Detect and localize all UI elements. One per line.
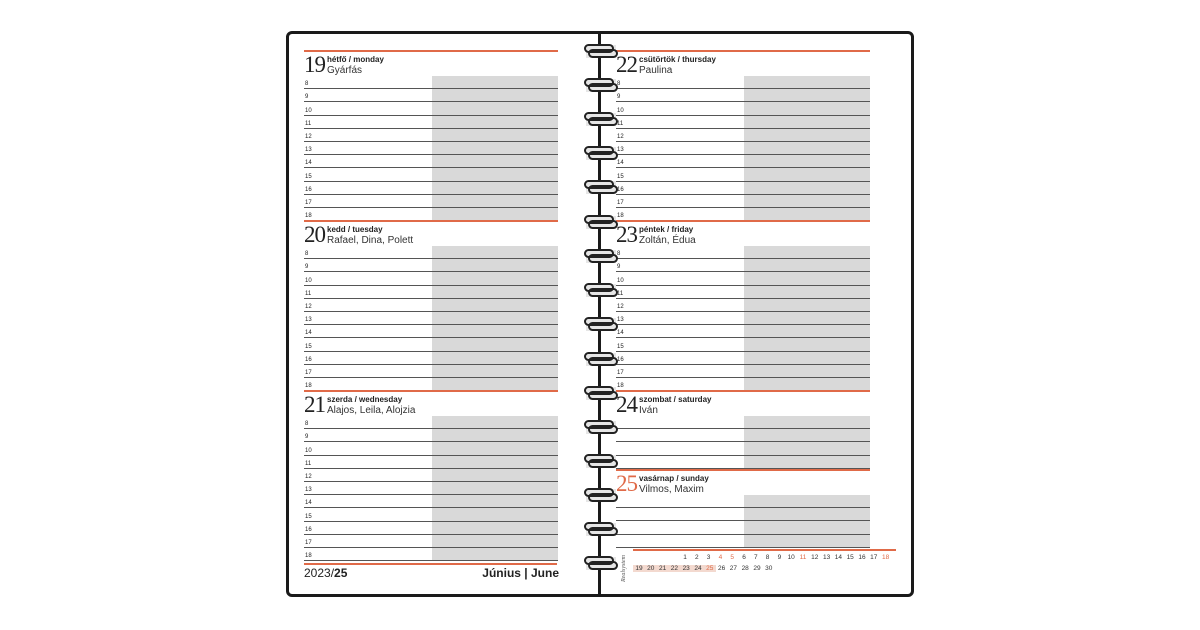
hour-line bbox=[304, 494, 558, 495]
hour-line bbox=[616, 351, 870, 352]
hour-label: 11 bbox=[617, 290, 624, 297]
hour-line bbox=[616, 141, 870, 142]
hour-label: 14 bbox=[305, 330, 312, 337]
hour-line bbox=[616, 364, 870, 365]
calendar-date: 21 bbox=[657, 565, 669, 572]
calendar-date: 24 bbox=[692, 565, 704, 572]
hour-label: 11 bbox=[305, 290, 312, 297]
calendar-date: 12 bbox=[811, 554, 819, 561]
hour-label: 10 bbox=[305, 107, 312, 114]
day-divider bbox=[616, 220, 870, 222]
hour-label: 15 bbox=[305, 513, 312, 520]
hour-line bbox=[304, 364, 558, 365]
name-day-names: Zoltán, Édua bbox=[639, 235, 696, 246]
hour-label: 16 bbox=[617, 186, 624, 193]
footer-month: Június | June bbox=[482, 566, 559, 580]
calendar-date: 23 bbox=[680, 565, 692, 572]
calendar-date: 11 bbox=[799, 554, 807, 561]
calendar-date: 22 bbox=[668, 565, 680, 572]
calendar-date: 16 bbox=[858, 554, 866, 561]
hour-line bbox=[616, 428, 870, 429]
hour-label: 15 bbox=[617, 173, 624, 180]
left-page bbox=[286, 31, 602, 597]
binding-ring bbox=[582, 521, 620, 539]
hour-line bbox=[304, 271, 558, 272]
binding-ring bbox=[582, 111, 620, 129]
notes-shaded-column bbox=[432, 246, 558, 391]
calendar-date: 20 bbox=[645, 565, 657, 572]
name-day-names: Gyárfás bbox=[327, 65, 363, 76]
calendar-date: 18 bbox=[881, 554, 890, 561]
hour-label: 14 bbox=[305, 160, 312, 167]
name-day-names: Paulina bbox=[639, 65, 673, 76]
hour-line bbox=[616, 534, 870, 535]
binding-ring bbox=[582, 453, 620, 471]
hour-label: 17 bbox=[305, 370, 312, 376]
hour-label: 9 bbox=[305, 94, 309, 101]
calendar-date: 4 bbox=[718, 554, 723, 561]
hour-label: 13 bbox=[305, 487, 312, 494]
footer-year-week bbox=[304, 566, 347, 580]
hour-line bbox=[616, 547, 870, 548]
hour-line bbox=[304, 154, 558, 155]
calendar-date: 29 bbox=[753, 565, 761, 572]
ring-wire bbox=[588, 49, 618, 58]
hour-line bbox=[304, 428, 558, 429]
ring-wire bbox=[588, 459, 618, 468]
hour-label: 13 bbox=[305, 147, 312, 154]
hour-line bbox=[616, 181, 870, 182]
hour-label: 10 bbox=[617, 107, 624, 114]
hour-line bbox=[616, 258, 870, 259]
binding-ring bbox=[582, 145, 620, 163]
hour-line bbox=[304, 455, 558, 456]
hour-label: 12 bbox=[305, 474, 312, 480]
calendar-date: 15 bbox=[846, 554, 854, 561]
day-block bbox=[304, 220, 558, 391]
day-block bbox=[616, 469, 870, 548]
hour-line bbox=[304, 298, 558, 299]
hour-line bbox=[304, 441, 558, 442]
hour-label: 18 bbox=[305, 383, 312, 390]
notes-shaded-column bbox=[432, 76, 558, 221]
hour-line bbox=[616, 377, 870, 378]
hour-line bbox=[304, 324, 558, 325]
calendar-date: 2 bbox=[694, 554, 699, 561]
hour-label: 8 bbox=[617, 251, 621, 258]
calendar-divider bbox=[633, 549, 896, 551]
hour-line bbox=[304, 337, 558, 338]
right-page bbox=[598, 31, 914, 597]
hour-label: 13 bbox=[617, 317, 624, 324]
hour-label: 9 bbox=[305, 434, 309, 441]
calendar-date: 27 bbox=[729, 565, 737, 572]
binding-ring bbox=[582, 282, 620, 300]
hour-label: 10 bbox=[305, 447, 312, 454]
hour-line bbox=[616, 271, 870, 272]
day-block bbox=[304, 390, 558, 561]
notes-shaded-column bbox=[744, 246, 870, 391]
calendar-date: 5 bbox=[730, 554, 734, 561]
ring-wire bbox=[588, 357, 618, 366]
hour-line bbox=[616, 455, 870, 456]
day-divider bbox=[304, 50, 558, 52]
binding-ring bbox=[582, 179, 620, 197]
hour-line bbox=[304, 285, 558, 286]
day-number: 20 bbox=[304, 222, 325, 247]
day-name: vasárnap / sunday bbox=[639, 474, 709, 483]
binding-ring bbox=[582, 555, 620, 573]
day-name: szombat / saturday bbox=[639, 395, 712, 404]
day-number: 25 bbox=[616, 471, 637, 496]
ring-wire bbox=[588, 254, 618, 263]
binding-ring bbox=[582, 487, 620, 505]
notes-shaded-column bbox=[744, 416, 870, 469]
hour-line bbox=[616, 507, 870, 508]
day-divider bbox=[304, 220, 558, 222]
footer-week-number: 25 bbox=[334, 566, 348, 580]
hour-label: 9 bbox=[617, 264, 621, 271]
hour-label: 12 bbox=[305, 304, 312, 310]
hour-line bbox=[616, 128, 870, 129]
binding-ring bbox=[582, 385, 620, 403]
day-number: 21 bbox=[304, 392, 325, 417]
hour-line bbox=[304, 521, 558, 522]
calendar-date: 7 bbox=[753, 554, 758, 561]
hour-line bbox=[304, 141, 558, 142]
notes-shaded-column bbox=[432, 416, 558, 561]
hour-line bbox=[304, 468, 558, 469]
notes-shaded-column bbox=[744, 495, 870, 548]
day-block bbox=[616, 220, 870, 391]
hour-line bbox=[616, 194, 870, 195]
hour-line bbox=[616, 520, 870, 521]
hour-line bbox=[304, 311, 558, 312]
calendar-date: 14 bbox=[834, 554, 842, 561]
hour-line bbox=[616, 167, 870, 168]
hour-label: 10 bbox=[617, 277, 624, 284]
ring-wire bbox=[588, 151, 618, 160]
ring-wire bbox=[588, 561, 618, 570]
calendar-date: 13 bbox=[822, 554, 831, 561]
calendar-date: 9 bbox=[777, 554, 782, 561]
hour-label: 15 bbox=[305, 173, 312, 180]
day-number: 19 bbox=[304, 52, 325, 77]
hour-label: 17 bbox=[617, 370, 624, 376]
name-day-names: Rafael, Dina, Polett bbox=[327, 235, 414, 246]
calendar-date: 17 bbox=[870, 554, 878, 561]
binding-ring bbox=[582, 43, 620, 61]
hour-label: 18 bbox=[617, 213, 624, 220]
day-name: hétfő / monday bbox=[327, 55, 384, 64]
day-name: kedd / tuesday bbox=[327, 225, 383, 234]
hour-line bbox=[304, 258, 558, 259]
ring-wire bbox=[588, 493, 618, 502]
hour-label: 8 bbox=[305, 81, 309, 88]
day-divider bbox=[616, 50, 870, 52]
hour-line bbox=[304, 351, 558, 352]
name-day-names: Vilmos, Maxim bbox=[639, 484, 704, 495]
ring-wire bbox=[588, 81, 621, 92]
hour-label: 16 bbox=[305, 186, 312, 193]
hour-label: 11 bbox=[305, 460, 312, 467]
calendar-date: 10 bbox=[787, 554, 795, 561]
hour-line bbox=[304, 167, 558, 168]
calendar-date: 26 bbox=[717, 565, 726, 572]
notes-shaded-column bbox=[744, 76, 870, 221]
hour-line bbox=[616, 101, 870, 102]
ring-wire bbox=[588, 322, 618, 331]
binding-ring bbox=[582, 248, 620, 266]
hour-line bbox=[616, 441, 870, 442]
calendar-date: 1 bbox=[683, 554, 687, 561]
footer-year: 2023/ bbox=[304, 566, 335, 580]
hour-line bbox=[616, 311, 870, 312]
day-name: péntek / friday bbox=[639, 225, 694, 234]
hour-label: 18 bbox=[617, 383, 624, 390]
hour-label: 18 bbox=[305, 553, 312, 560]
binding-ring bbox=[582, 419, 620, 437]
hour-line bbox=[616, 324, 870, 325]
brand-logo: Realsystem bbox=[621, 555, 627, 582]
day-block bbox=[616, 50, 870, 221]
hour-line bbox=[304, 115, 558, 116]
day-block bbox=[616, 390, 870, 469]
hour-line bbox=[304, 128, 558, 129]
calendar-date: 3 bbox=[706, 554, 711, 561]
hour-line bbox=[616, 298, 870, 299]
calendar-date: 28 bbox=[741, 565, 749, 572]
name-day-names: Alajos, Leila, Alojzia bbox=[327, 405, 416, 416]
hour-line bbox=[616, 154, 870, 155]
hour-line bbox=[304, 547, 558, 548]
hour-label: 16 bbox=[305, 356, 312, 363]
day-divider bbox=[616, 469, 870, 471]
name-day-names: Iván bbox=[639, 405, 658, 416]
hour-label: 17 bbox=[305, 200, 312, 206]
hour-label: 12 bbox=[617, 134, 624, 140]
hour-label: 16 bbox=[617, 356, 624, 363]
hour-label: 8 bbox=[305, 421, 309, 428]
hour-line bbox=[304, 101, 558, 102]
hour-label: 18 bbox=[305, 213, 312, 220]
hour-line bbox=[304, 560, 558, 561]
hour-line bbox=[616, 285, 870, 286]
calendar-date: 25 bbox=[704, 565, 716, 572]
ring-wire bbox=[588, 220, 618, 229]
day-divider bbox=[616, 390, 870, 392]
ring-wire bbox=[588, 288, 618, 297]
hour-label: 11 bbox=[617, 120, 624, 127]
hour-label: 9 bbox=[617, 94, 621, 101]
planner-spread bbox=[286, 31, 914, 599]
hour-line bbox=[304, 507, 558, 508]
hour-line bbox=[304, 481, 558, 482]
hour-label: 14 bbox=[305, 500, 312, 507]
calendar-date: 8 bbox=[765, 554, 770, 561]
ring-wire bbox=[588, 425, 618, 434]
hour-label: 14 bbox=[617, 160, 624, 167]
hour-line bbox=[616, 337, 870, 338]
hour-label: 17 bbox=[617, 200, 624, 206]
calendar-date: 6 bbox=[742, 554, 746, 561]
hour-line bbox=[616, 207, 870, 208]
hour-label: 13 bbox=[617, 147, 624, 154]
hour-label: 15 bbox=[305, 343, 312, 350]
hour-label: 10 bbox=[305, 277, 312, 284]
ring-wire bbox=[588, 527, 618, 536]
binding-ring bbox=[582, 77, 620, 95]
hour-line bbox=[304, 88, 558, 89]
day-name: csütörtök / thursday bbox=[639, 55, 716, 64]
day-number: 24 bbox=[616, 392, 637, 417]
hour-line bbox=[616, 88, 870, 89]
binding-ring bbox=[582, 351, 620, 369]
hour-label: 11 bbox=[305, 120, 312, 127]
day-number: 22 bbox=[616, 52, 637, 77]
ring-wire bbox=[588, 391, 618, 400]
day-divider bbox=[304, 390, 558, 392]
hour-label: 13 bbox=[305, 317, 312, 324]
hour-line bbox=[304, 207, 558, 208]
ring-wire bbox=[588, 117, 618, 126]
hour-label: 8 bbox=[617, 81, 621, 88]
hour-label: 12 bbox=[617, 304, 624, 310]
hour-label: 9 bbox=[305, 264, 309, 271]
binding-ring bbox=[582, 316, 620, 334]
hour-label: 8 bbox=[305, 251, 309, 258]
binding-ring bbox=[582, 214, 620, 232]
hour-label: 16 bbox=[305, 526, 312, 533]
hour-line bbox=[304, 534, 558, 535]
hour-label: 12 bbox=[305, 134, 312, 140]
hour-label: 17 bbox=[305, 540, 312, 546]
day-number: 23 bbox=[616, 222, 637, 247]
hour-label: 15 bbox=[617, 343, 624, 350]
day-name: szerda / wednesday bbox=[327, 395, 403, 404]
mini-month-calendar bbox=[633, 554, 890, 578]
day-block bbox=[304, 50, 558, 221]
hour-line bbox=[616, 115, 870, 116]
hour-label: 14 bbox=[617, 330, 624, 337]
calendar-date: 30 bbox=[765, 565, 773, 572]
hour-line bbox=[304, 181, 558, 182]
footer-divider bbox=[304, 563, 557, 565]
hour-line bbox=[304, 194, 558, 195]
hour-line bbox=[304, 377, 558, 378]
ring-wire bbox=[588, 185, 618, 194]
calendar-date: 19 bbox=[633, 565, 645, 572]
